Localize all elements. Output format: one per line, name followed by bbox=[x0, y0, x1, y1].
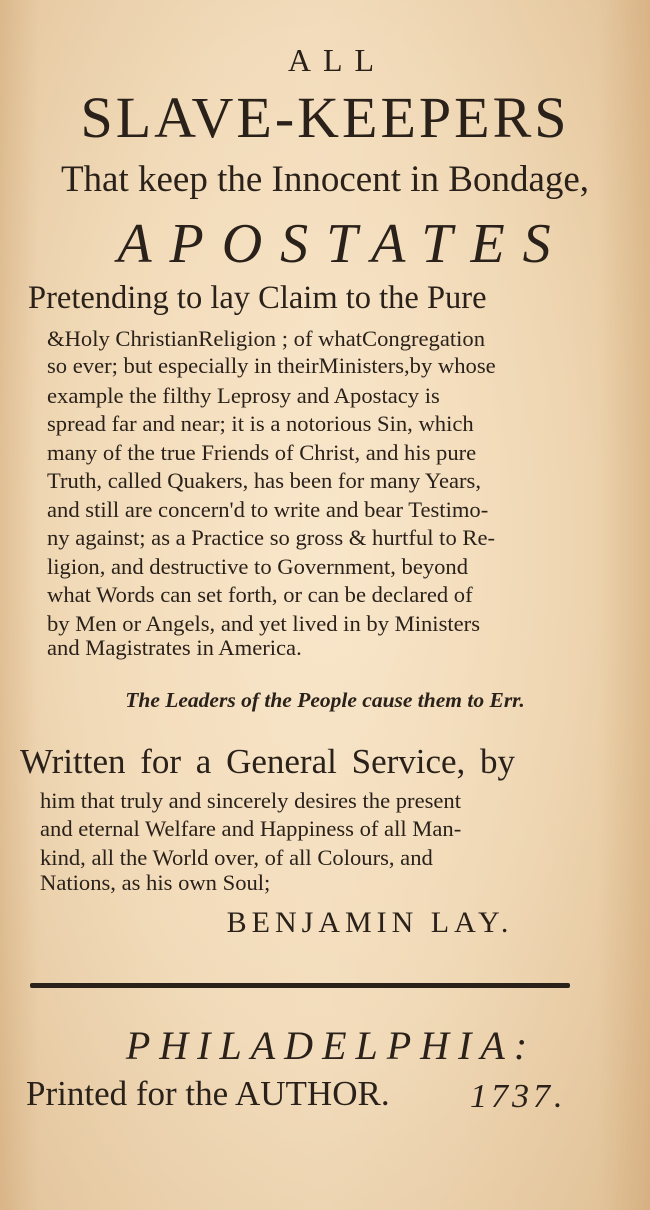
heading-slave-keepers: SLAVE-KEEPERS bbox=[80, 85, 570, 150]
body-line: what Words can set forth, or can be declared of bbox=[47, 582, 473, 607]
imprint-year: 1737. bbox=[470, 1078, 567, 1115]
written-body-line: Nations, as his own Soul; bbox=[40, 870, 271, 895]
body-line: ny against; as a Practice so gross & hurtful to Re- bbox=[47, 525, 496, 550]
written-body-line: him that truly and sincerely desires the present bbox=[40, 788, 461, 813]
body-line: spread far and near; it is a notorious Sin, which bbox=[47, 411, 474, 436]
body-line: and Magistrates in America. bbox=[47, 635, 302, 660]
body-line: so ever; but especially in theirMinisters,by whose bbox=[47, 353, 496, 378]
heading-all: ALL bbox=[287, 42, 387, 78]
pretending-line: Pretending to lay Claim to the Pure bbox=[28, 280, 487, 316]
imprint-printed: Printed for the AUTHOR. bbox=[26, 1074, 390, 1113]
heading-apostates: APOSTATES bbox=[117, 213, 569, 275]
written-body-line: and eternal Welfare and Happiness of all Man- bbox=[40, 816, 462, 841]
written-line: Written for a General Service, by bbox=[20, 742, 516, 781]
body-line: Truth, called Quakers, has been for many Years, bbox=[47, 468, 482, 493]
author-name: BENJAMIN LAY. bbox=[226, 906, 514, 939]
horizontal-rule bbox=[30, 983, 570, 988]
written-body-line: kind, all the World over, of all Colours, and bbox=[40, 845, 433, 870]
body-line: many of the true Friends of Christ, and his pure bbox=[47, 440, 477, 465]
subheading-bondage: That keep the Innocent in Bondage, bbox=[60, 159, 590, 200]
body-line: ligion, and destructive to Government, beyond bbox=[47, 554, 469, 579]
body-line: example the filthy Leprosy and Apostacy is bbox=[47, 383, 440, 408]
body-line: by Men or Angels, and yet lived in by Ministers bbox=[47, 611, 480, 636]
body-line: and still are concern'd to write and bear Testimo- bbox=[47, 497, 489, 522]
epigraph: The Leaders of the People cause them to Err. bbox=[125, 688, 525, 712]
imprint-place: PHILADELPHIA: bbox=[125, 1023, 537, 1068]
body-line: &Holy ChristianReligion ; of whatCongregation bbox=[47, 326, 486, 351]
